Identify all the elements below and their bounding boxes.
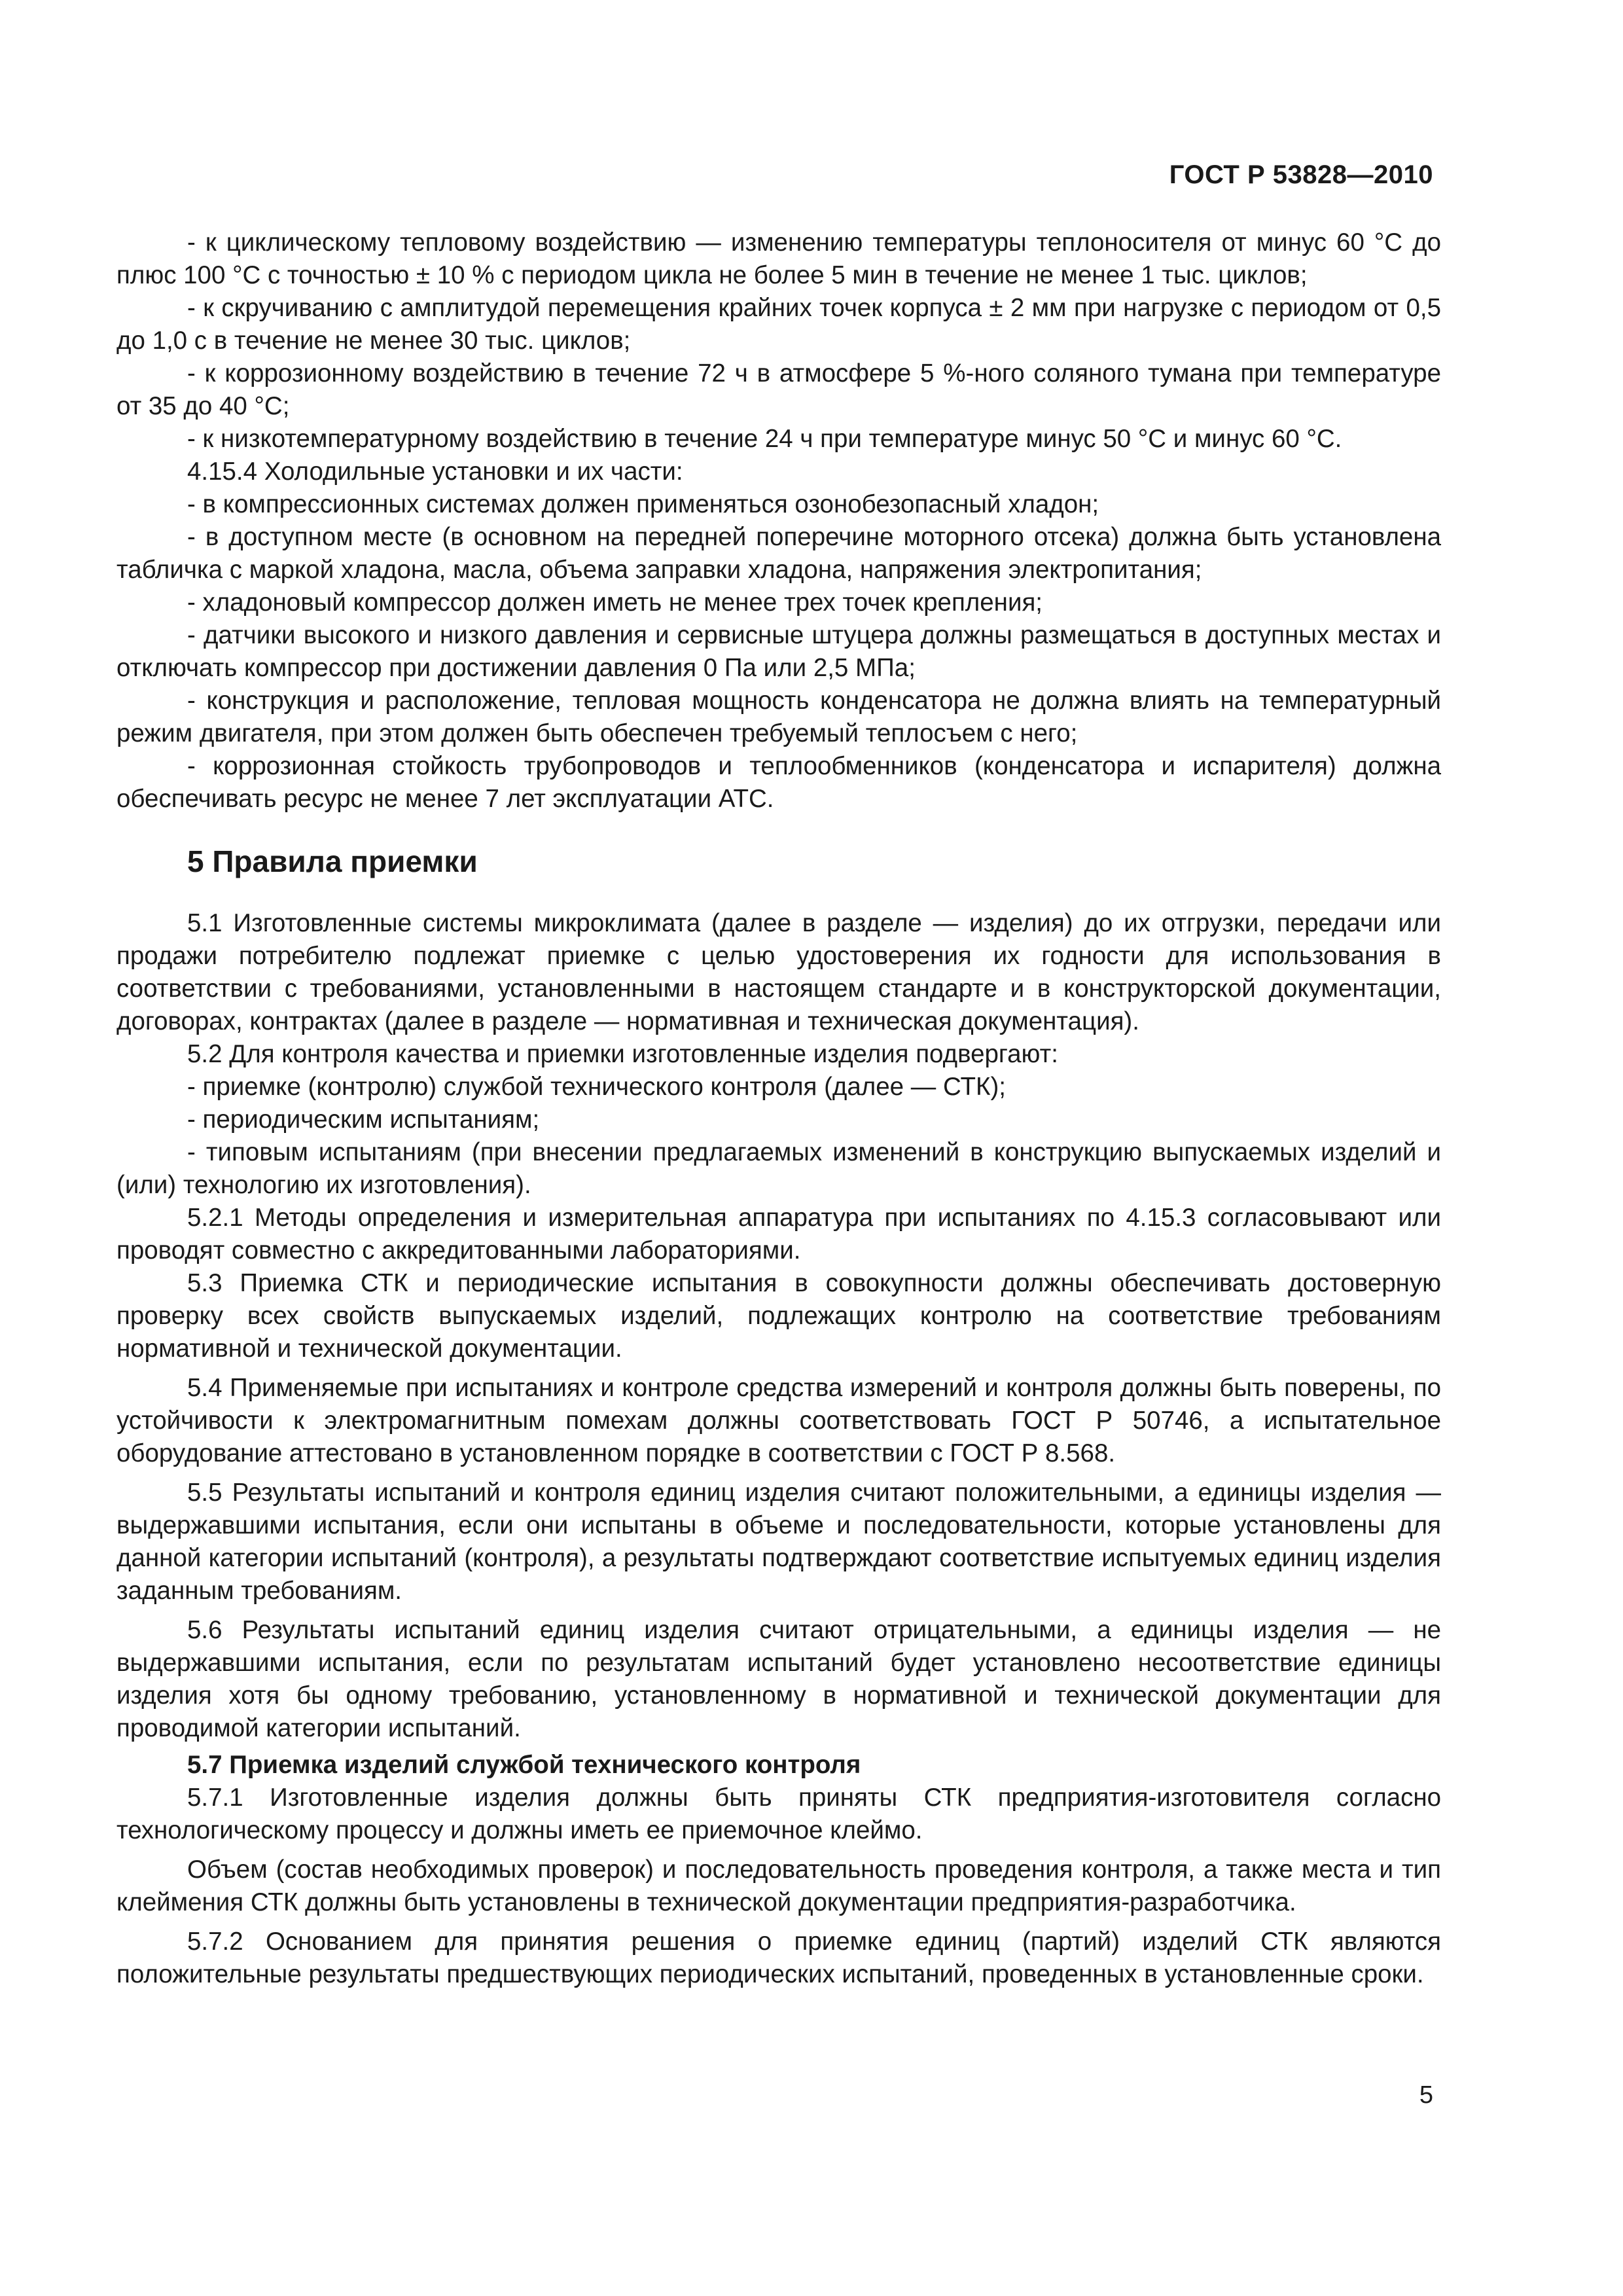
paragraph: - приемке (контролю) службой технического контроля (далее — СТК); bbox=[187, 1073, 1006, 1101]
paragraph: 5.7.1 Изготовленные изделия должны быть приняты СТК предприятия-изготовителя согласно технологическому процессу и должны иметь ее приемочное клеймо. bbox=[116, 1784, 1441, 1844]
paragraph: 5.1 Изготовленные системы микроклимата (далее в разделе — изделия) до их отгрузки, передачи или продажи потребителю подлежат приемке с целью удостоверения их годности для использования в соответствии с требованиями, установленными в настоящем стандарте и в конструкторской документации, договорах, контрактах (далее в разделе — нормативная и техническая документация). bbox=[116, 909, 1441, 1035]
document-code-header: ГОСТ Р 53828—2010 bbox=[1169, 160, 1433, 189]
paragraph: - датчики высокого и низкого давления и сервисные штуцера должны размещаться в доступных местах и отключать компрессор при достижении давления 0 Па или 2,5 МПа; bbox=[116, 621, 1441, 682]
paragraph: - хладоновый компрессор должен иметь не менее трех точек крепления; bbox=[187, 588, 1043, 617]
paragraph: 5.3 Приемка СТК и периодические испытания в совокупности должны обеспечивать достоверную проверку всех свойств выпускаемых изделий, подлежащих контролю на соответствие требованиям нормативной и технической документации. bbox=[116, 1269, 1441, 1363]
page-number: 5 bbox=[1419, 2081, 1433, 2109]
paragraph: 5.2.1 Методы определения и измерительная аппаратура при испытаниях по 4.15.3 согласовывают или проводят совместно с аккредитованными лабораториями. bbox=[116, 1204, 1441, 1265]
paragraph: - к низкотемпературному воздействию в течение 24 ч при температуре минус 50 °С и минус 60 °С. bbox=[187, 425, 1342, 453]
paragraph: Объем (состав необходимых проверок) и последовательность проведения контроля, а также места и тип клеймения СТК должны быть установлены в технической документации предприятия-разработчика. bbox=[116, 1856, 1441, 1916]
paragraph: 4.15.4 Холодильные установки и их части: bbox=[187, 457, 683, 486]
paragraph: - конструкция и расположение, тепловая мощность конденсатора не должна влиять на температурный режим двигателя, при этом должен быть обеспечен требуемый теплосъем с него; bbox=[116, 687, 1441, 747]
paragraph: - в доступном месте (в основном на передней поперечине моторного отсека) должна быть установлена табличка с маркой хладона, масла, объема заправки хладона, напряжения электропитания; bbox=[116, 523, 1441, 584]
paragraph: - коррозионная стойкость трубопроводов и теплообменников (конденсатора и испарителя) должна обеспечивать ресурс не менее 7 лет эксплуатации АТС. bbox=[116, 752, 1441, 813]
paragraph: 5.4 Применяемые при испытаниях и контроле средства измерений и контроля должны быть поверены, по устойчивости к электромагнитным помехам должны соответствовать ГОСТ Р 50746, а испытательное оборудование аттестовано в установленном порядке в соответствии с ГОСТ Р 8.568. bbox=[116, 1374, 1441, 1467]
section-title: 5 Правила приемки bbox=[187, 844, 478, 878]
paragraph: 5.2 Для контроля качества и приемки изготовленные изделия подвергают: bbox=[187, 1040, 1058, 1068]
paragraph: - к циклическому тепловому воздействию — изменению температуры теплоносителя от минус 60 °С до плюс 100 °С с точностью ± 10 % с периодом цикла не более 5 мин в течение не менее 1 тыс. циклов; bbox=[116, 228, 1441, 289]
paragraph: - к коррозионному воздействию в течение 72 ч в атмосфере 5 %-ного соляного тумана при температуре от 35 до 40 °С; bbox=[116, 359, 1441, 420]
paragraph: - периодическим испытаниям; bbox=[187, 1105, 540, 1134]
document-body bbox=[116, 226, 1441, 1991]
subsection-heading: 5.7 Приемка изделий службой технического контроля bbox=[187, 1751, 861, 1779]
paragraph: - к скручиванию с амплитудой перемещения крайних точек корпуса ± 2 мм при нагрузке с периодом от 0,5 до 1,0 с в течение не менее 30 тыс. циклов; bbox=[116, 294, 1441, 355]
paragraph: - в компрессионных системах должен применяться озонобезопасный хладон; bbox=[187, 490, 1099, 518]
paragraph: - типовым испытаниям (при внесении предлагаемых изменений в конструкцию выпускаемых изделий и (или) технологию их изготовления). bbox=[116, 1138, 1441, 1199]
paragraph: 5.5 Результаты испытаний и контроля единиц изделия считают положительными, а единицы изделия — выдержавшими испытания, если они испытаны в объеме и последовательности, которые установлены для данной категории испытаний (контроля), а результаты подтверждают соответствие испытуемых единиц изделия заданным требованиям. bbox=[116, 1479, 1441, 1605]
paragraph: 5.6 Результаты испытаний единиц изделия считают отрицательными, а единицы изделия — не выдержавшими испытания, если по результатам испытаний будет установлено несоответствие единицы изделия хотя бы одному требованию, установленному в нормативной и технической документации для проводимой категории испытаний. bbox=[116, 1616, 1441, 1742]
paragraph: 5.7.2 Основанием для принятия решения о приемке единиц (партий) изделий СТК являются положительные результаты предшествующих периодических испытаний, проведенных в установленные сроки. bbox=[116, 1928, 1441, 1988]
